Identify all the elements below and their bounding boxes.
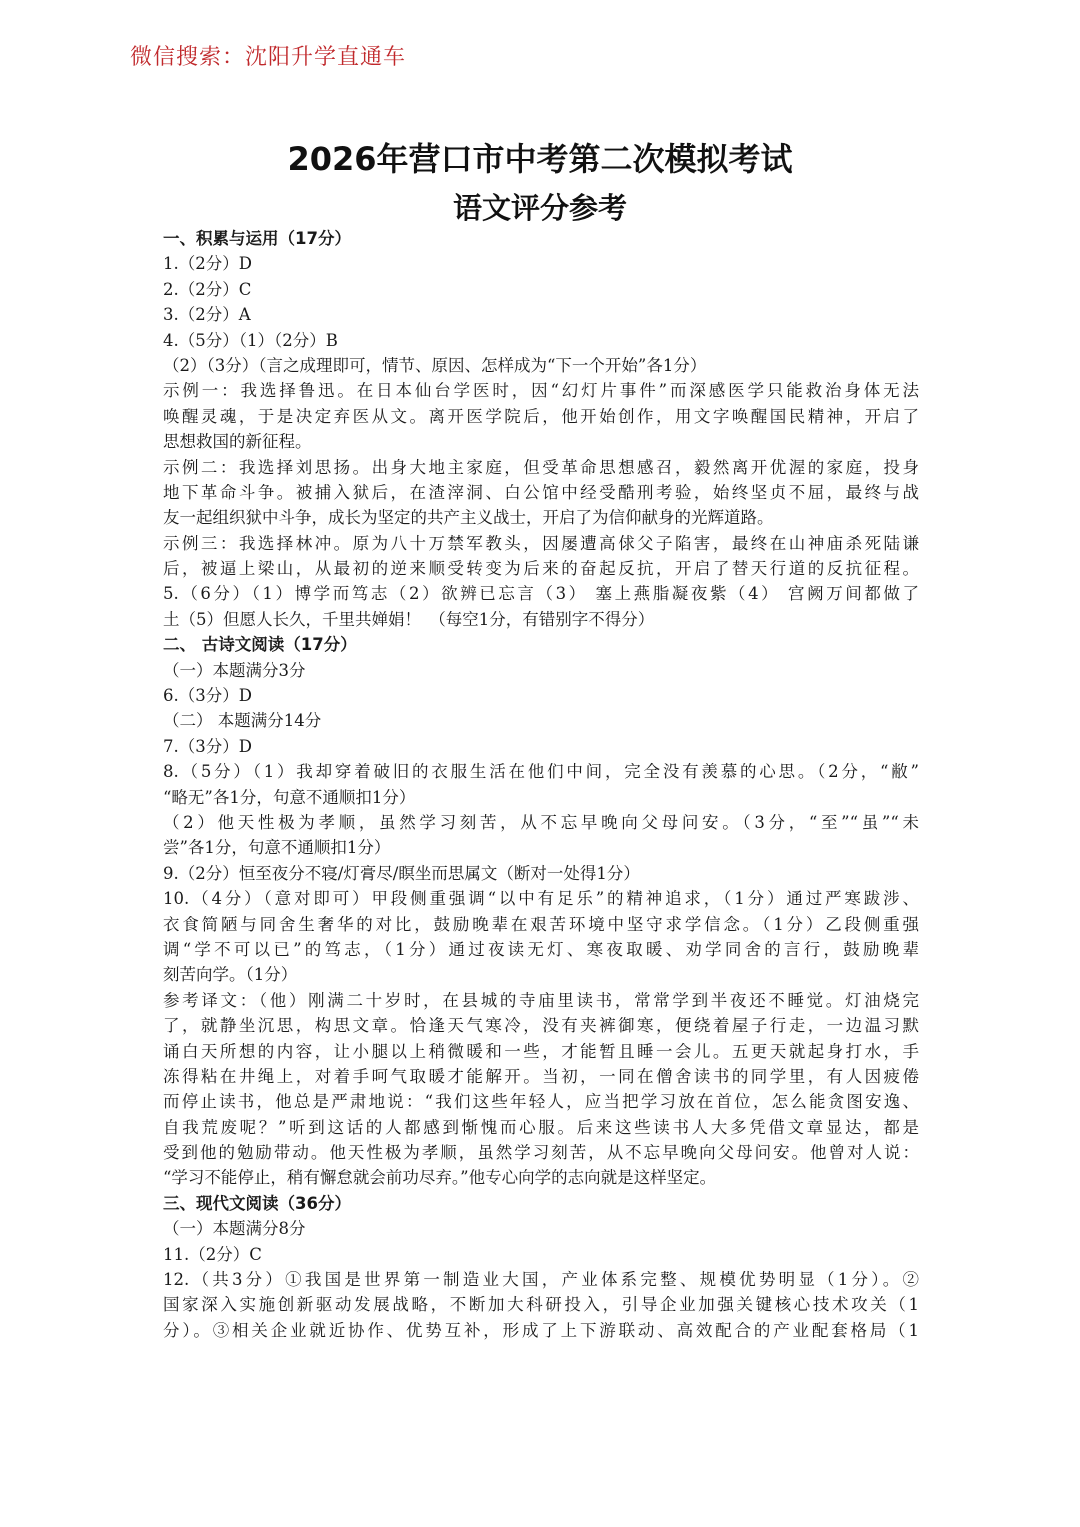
answer-line: 6.（3分）D (163, 686, 252, 706)
answer-line: 刻苦向学。（1分） (163, 965, 298, 985)
answer-line: 国家深入实施创新驱动发展战略，不断加大科研投入，引导企业加强关键核心技术攻关（1 (163, 1295, 919, 1315)
answer-line: 4.（5分）（1）（2分）B (163, 330, 338, 350)
answer-line: 诵白天所想的内容，让小腿以上稍微暖和一些，才能暂且睡一会儿。五更天就起身打水，手 (163, 1041, 919, 1061)
answer-line: 自我荒废呢？”听到这话的人都感到惭愧而心服。后来这些读书人大多凭借文章显达，都是 (163, 1117, 919, 1137)
answer-line: （一）本题满分3分 (163, 660, 306, 680)
answer-line: 12.（共3分）①我国是世界第一制造业大国，产业体系完整、规模优势明显（1分）。② (163, 1270, 919, 1290)
answer-line: 2.（2分）C (163, 279, 252, 299)
answer-line: 冻得粘在井绳上，对着手呵气取暖才能解开。当初，一同在僧舍读书的同学里，有人因疲倦 (163, 1066, 919, 1086)
answer-line: 后，被逼上梁山，从最初的逆来顺受转变为后来的奋起反抗，开启了替天行道的反抗征程。 (163, 559, 919, 579)
answer-line: 11.（2分）C (163, 1244, 262, 1264)
answer-line: （二） 本题满分14分 (163, 711, 322, 731)
answer-line: 7.（3分）D (163, 736, 252, 756)
answer-line: （一）本题满分8分 (163, 1219, 306, 1239)
answer-line: 土（5）但愿人长久，千里共婵娟！ （每空1分，有错别字不得分） (163, 609, 655, 629)
answer-line: “略无”各1分，句意不通顺扣1分） (163, 787, 416, 807)
answer-line: 受到他的勉励带动。他天性极为孝顺，虽然学习刻苦，从不忘早晚向父母问安。他曾对人说： (163, 1143, 919, 1163)
answer-line: 思想救国的新征程。 (163, 432, 312, 452)
answer-line: 地下革命斗争。被捕入狱后，在渣滓洞、白公馆中经受酷刑考验，始终坚贞不屈，最终与战 (163, 482, 919, 502)
answer-line: 8.（5分）（1）我却穿着破旧的衣服生活在他们中间，完全没有羡慕的心思。（2分，“敝” (163, 762, 919, 782)
answer-line: 友一起组织狱中斗争，成长为坚定的共产主义战士，开启了为信仰献身的光辉道路。 (163, 508, 774, 528)
answer-line: 示例一：我选择鲁迅。在日本仙台学医时，因“幻灯片事件”而深感医学只能救治身体无法 (163, 381, 919, 401)
answer-line: 示例三：我选择林冲。原为八十万禁军教头，因屡遭高俅父子陷害，最终在山神庙杀死陆谦 (163, 533, 919, 553)
section-heading: 三、现代文阅读（36分） (163, 1193, 351, 1213)
section-heading: 一、积累与运用（17分） (163, 229, 351, 248)
answer-line: （2）（3分）（言之成理即可，情节、原因、怎样成为“下一个开始”各1分） (163, 355, 707, 375)
answer-line: 了，就静坐沉思，构思文章。恰逢天气寒冷，没有夹裤御寒，便绕着屋子行走，一边温习默 (163, 1016, 919, 1036)
section-heading: 二、 古诗文阅读（17分） (163, 635, 357, 655)
answer-line: （2）他天性极为孝顺，虽然学习刻苦，从不忘早晚向父母问安。（3分，“至”“虽”“未 (163, 812, 919, 832)
answer-line: “学习不能停止，稍有懈怠就会前功尽弃。”他专心向学的志向就是这样坚定。 (163, 1168, 717, 1188)
watermark-text: 微信搜索：沈阳升学直通车 (130, 45, 407, 70)
answer-line: 1.（2分）D (163, 254, 252, 274)
answer-line: 10.（4分）（意对即可）甲段侧重强调“以中有足乐”的精神追求，（1分）通过严寒跋涉、 (163, 889, 919, 909)
answer-line: 尝”各1分，句意不通顺扣1分） (163, 838, 391, 858)
answer-line: 调“学不可以已”的笃志，（1分）通过夜读无灯、寒夜取暖、劝学同舍的言行，鼓励晚辈 (163, 939, 919, 959)
answer-line: 而停止读书，他总是严肃地说：“我们这些年轻人，应当把学习放在首位，怎么能贪图安逸、 (163, 1092, 919, 1112)
answer-line: 衣食简陋与同舍生奢华的对比，鼓励晚辈在艰苦环境中坚守求学信念。（1分）乙段侧重强 (163, 914, 919, 934)
answer-line: 3.（2分）A (163, 305, 251, 325)
answer-content (163, 226, 919, 1343)
answer-line: 分）。③相关企业就近协作、优势互补，形成了上下游联动、高效配合的产业配套格局（1 (163, 1320, 919, 1340)
answer-line: 示例二：我选择刘思扬。出身大地主家庭，但受革命思想感召，毅然离开优渥的家庭，投身 (163, 457, 919, 477)
answer-line: 5.（6分）（1）博学而笃志（2）欲辨已忘言（3） 塞上燕脂凝夜紫（4） 宫阙万间都做了 (163, 584, 919, 604)
answer-line: 9.（2分）恒至夜分不寝/灯膏尽/瞑坐而思属文（断对一处得1分） (163, 863, 640, 883)
answer-line: 唤醒灵魂，于是决定弃医从文。离开医学院后，他开始创作，用文字唤醒国民精神，开启了 (163, 406, 919, 426)
document-title: 2026年营口市中考第二次模拟考试 (287, 140, 793, 178)
document-subtitle: 语文评分参考 (452, 191, 627, 225)
answer-line: 参考译文：（他）刚满二十岁时，在县城的寺庙里读书，常常学到半夜还不睡觉。灯油烧完 (163, 990, 919, 1010)
